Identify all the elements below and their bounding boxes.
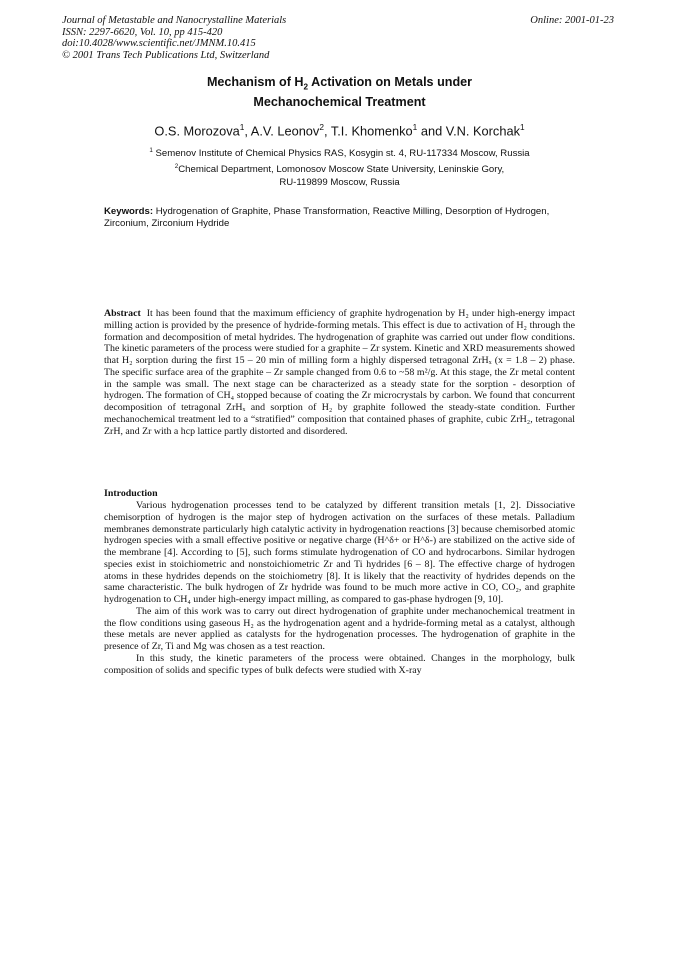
author-affil-mark: 1	[519, 122, 525, 132]
intro-paragraph: Various hydrogenation processes tend to be catalyzed by different transition metals [1, 2]. Dissociative chemisorption of hydrogen is the major step of hydrogen activation on the surfaces of these metals. Palladium membranes demonstrate particularly high catalytic activity in hydrogenation reactions [3] because chemisorbed atomic hydrogen species with a small effective positive or negative charge (H^δ+ or H^δ-) are stabilized on the active side of the membrane [4]. According to [5], such forms stimulate hydrogenation of CO and hydrocarbons. Similar hydrogen species exist in stoichiometric and nonstoichiometric Zr and Ti hydrides [6 – 8]. The effective charge of hydrogen atoms in these hydrides depends on the stoichiometry [8]. It is likely that the reactivity of hydrides depends on the same characteristic. The bulk hydrogen of Zr hydride was found to be much more active in CO, CO₂, and graphite hydrogenation to CH₄ under high-energy impact milling, as compared to gas-phase hydrogen [9, 10].	[104, 500, 575, 605]
affiliation-text: Chemical Department, Lomonosov Moscow State University, Leninskie Gory,	[178, 164, 505, 176]
author-affil-mark: 1	[239, 122, 245, 132]
introduction-heading: Introduction	[104, 488, 158, 499]
journal-header	[62, 15, 286, 61]
affiliation-mark: 1	[149, 147, 153, 154]
abstract-heading: Abstract	[104, 308, 141, 319]
online-date: Online: 2001-01-23	[530, 15, 614, 26]
keywords	[104, 206, 564, 230]
title-text-a: Mechanism of H	[206, 75, 304, 89]
author-name: T.I. Khomenko	[330, 123, 413, 139]
author-separator: and	[417, 123, 446, 139]
intro-paragraph: The aim of this work was to carry out direct hydrogenation of graphite under mechanochemical treatment in the flow conditions using gaseous H₂ as the hydrogenation agent and a hydride-forming metal as a catalyst, although these metals are never applied as catalysts for the hydrogenation processes. The hydrogenation of graphite in the presence of Zr, Ti and Mg was chosen as a test reaction.	[104, 605, 575, 652]
keywords-text: Hydrogenation of Graphite, Phase Transformation, Reactive Milling, Desorption of Hydrogen, Zirconium, Zirconium Hydride	[104, 206, 550, 230]
author-affil-mark: 1	[412, 122, 418, 132]
title-text-b: Activation on Metals under	[308, 75, 473, 89]
intro-paragraph: In this study, the kinetic parameters of the process were obtained. Changes in the morphology, bulk composition of solids and specific types of bulk defects were studied with X-ray	[104, 652, 575, 676]
affiliation-text: Semenov Institute of Chemical Physics RAS, Kosygin st. 4, RU-117334 Moscow, Russia	[152, 148, 530, 160]
issn-line: ISSN: 2297-6620, Vol. 10, pp 415-420	[62, 26, 223, 38]
abstract-text: It has been found that the maximum efficiency of graphite hydrogenation by H₂ under high-energy impact milling action is provided by the presence of hydride-forming metals. This effect is due to activation of H₂ through the formation and decomposition of metal hydrides. The hydrogenation of graphite was carried out under flow conditions. The kinetic parameters of the process were studied for a graphite – Zr system. Kinetic and XRD measurements showed that H₂ sorption during the first 15 – 20 min of milling form a highly dispersed tetragonal ZrHₓ (x = 1.8 – 2) phase. The specific surface area of the graphite – Zr sample changed from 0.6 to ~58 m²/g. At this stage, the Zr metal content in the sample was small. The next stage can be characterized as a steady state for the sorption - desorption of hydrogen. The formation of CH₄ stopped because of coating the Zr microcrystals by carbon. We found that concurrent decomposition of tetragonal ZrHₓ and sorption of H₂ by graphite followed the steady-state condition. Further mechanochemical treatment led to a “stratified” composition that contained phases of graphite, cubic ZrH₂, tetragonal ZrH, and Zr with a hcp lattice partly distorted and disordered.	[104, 308, 575, 437]
author-separator: ,	[323, 123, 331, 139]
paper-title	[62, 75, 617, 111]
title-line-2: Mechanochemical Treatment	[253, 95, 426, 110]
author-affil-mark: 2	[319, 122, 324, 132]
journal-name: Journal of Metastable and Nanocrystalline Materials	[62, 15, 287, 26]
copyright-line: © 2001 Trans Tech Publications Ltd, Switzerland	[62, 49, 270, 61]
keywords-label: Keywords:	[104, 206, 154, 217]
author-name: V.N. Korchak	[445, 123, 520, 139]
author-separator: ,	[244, 123, 251, 139]
affiliation-1	[62, 145, 617, 161]
title-line-1	[62, 75, 617, 95]
abstract	[104, 308, 575, 437]
introduction-body	[104, 500, 575, 676]
affiliation-mark: 2	[174, 163, 179, 170]
author-list	[62, 119, 617, 139]
doi-line: doi:10.4028/www.scientific.net/JMNM.10.415	[62, 38, 256, 50]
title-subscript: 2	[303, 82, 309, 92]
affiliation-text-cont: RU-119899 Moscow, Russia	[279, 176, 400, 188]
author-name: O.S. Morozova	[154, 123, 240, 139]
author-name: A.V. Leonov	[250, 123, 320, 139]
affiliation-2	[62, 161, 617, 189]
